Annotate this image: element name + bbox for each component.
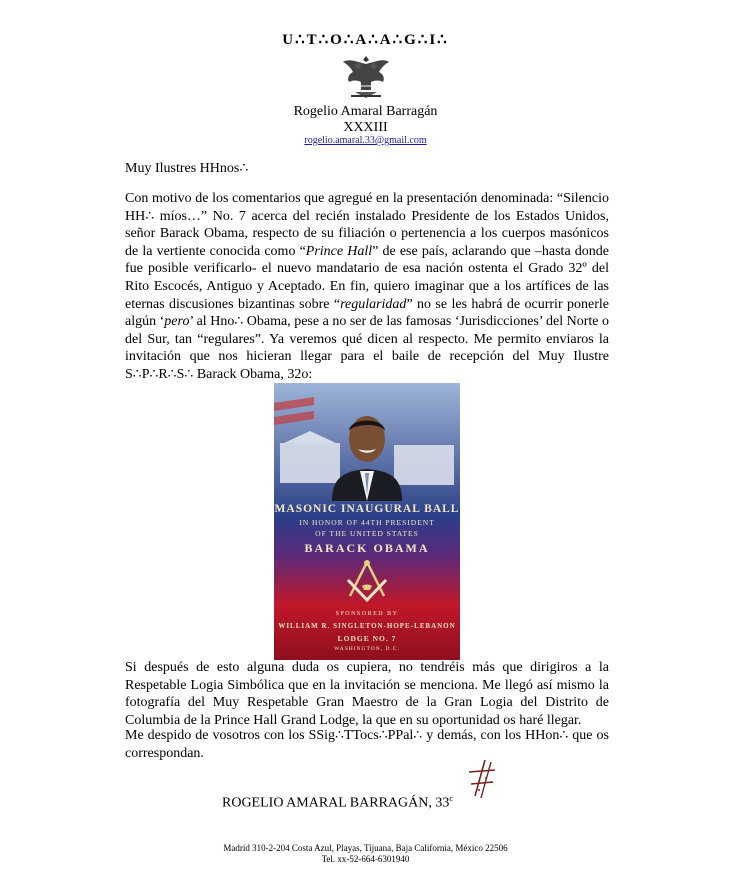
signature-degree-sup: c — [449, 794, 453, 803]
poster-sponsor: WILLIAM R. SINGLETON-HOPE-LEBANON — [278, 622, 456, 630]
paragraph-farewell: Me despido de vosotros con los SSig∴TTocs∴PPal∴ y demás, con los HHon∴ que os correspondan. — [125, 728, 609, 761]
regularidad-emphasis: regularidad — [340, 296, 407, 312]
paragraph-intro-part-a: Con motivo de los comentarios que agregué en la presentación denominada: “Silencio HH∴ míos…” No. 7 acerca del recién instalado Presidente de los Estados Unidos, señor Barack Obama, respecto de su filiación o pertenencia a los cuerpos masónicos de la vertiente conocida como “ — [125, 191, 609, 259]
poster-title: MASONIC INAUGURAL BALL — [274, 503, 460, 515]
author-email-link[interactable]: rogelio.amaral.33@gmail.com — [304, 135, 427, 146]
poster-subtitle-1: IN HONOR OF 44TH PRESIDENT — [299, 518, 435, 527]
double-headed-eagle-icon — [339, 50, 393, 104]
inaugural-ball-poster — [274, 383, 460, 660]
signature-name — [222, 794, 453, 812]
paragraph-intro-part-c: ” de ese país, aclarando que –hasta donde fue posible verificarlo- el nuevo mandatario de esa nación ostenta el Grado 32º del Rito Escocés, Antiguo y Aceptado. En fin, quiero imaginar que a los artífices de las eternas discusiones bizantinas sobre “ — [125, 243, 609, 312]
order-title: U∴T∴O∴A∴A∴G∴I∴ — [282, 32, 449, 48]
signature-name-text: ROGELIO AMARAL BARRAGÁN, 33 — [222, 795, 450, 811]
prince-hall-emphasis: Prince Hall — [305, 243, 373, 259]
paragraph-intro-part-e: ” no se les habrá de ocurrir ponerle algún ‘ — [125, 296, 609, 330]
poster-honoree: BARACK OBAMA — [304, 541, 430, 555]
paragraph-closing: Si después de esto alguna duda os cupiera, no tendréis más que dirigiros a la Respetable Logia Simbólica que en la invitación se menciona. Me llegó así mismo la fotografía del Muy Respetable Gran Maestro de la Gran Logia del Distrito de Columbia de la Prince Hall Grand Lodge, la que en su oportunidad os haré llegar. — [125, 660, 609, 728]
poster-photo — [274, 383, 460, 501]
poster-lodge: LODGE NO. 7 — [337, 634, 397, 643]
author-degree: XXXIII — [343, 120, 388, 135]
footer-telephone: Tel. xx-52-664-6301940 — [321, 854, 410, 864]
paragraph-intro-part-g: ’ al Hno∴ Obama, pese a no ser de las famosas ‘Jurisdicciones’ del Norte o del Sur, tan “regulares”. Ya veremos qué dicen al respecto. Me permito enviaros la invitación que nos hicieran llegar para el baile de recepción del Muy Ilustre S∴P∴R∴S∴ Barack Obama, 32o: — [125, 314, 610, 382]
footer-address: Madrid 310-2-204 Costa Azul, Playas, Tijuana, Baja California, México 22506 — [223, 843, 508, 853]
handwritten-signature-mark — [465, 758, 499, 800]
poster-subtitle-2: OF THE UNITED STATES — [315, 529, 419, 538]
square-and-compass-icon — [344, 558, 390, 606]
salutation: Muy Ilustres HHnos∴ — [125, 161, 249, 176]
poster-sponsored-label: SPONSORED BY — [335, 611, 399, 617]
paragraph-intro — [125, 190, 609, 384]
author-name: Rogelio Amaral Barragán — [293, 104, 438, 119]
poster-location: WASHINGTON, D.C. — [334, 646, 400, 652]
pero-emphasis: pero — [164, 314, 190, 330]
